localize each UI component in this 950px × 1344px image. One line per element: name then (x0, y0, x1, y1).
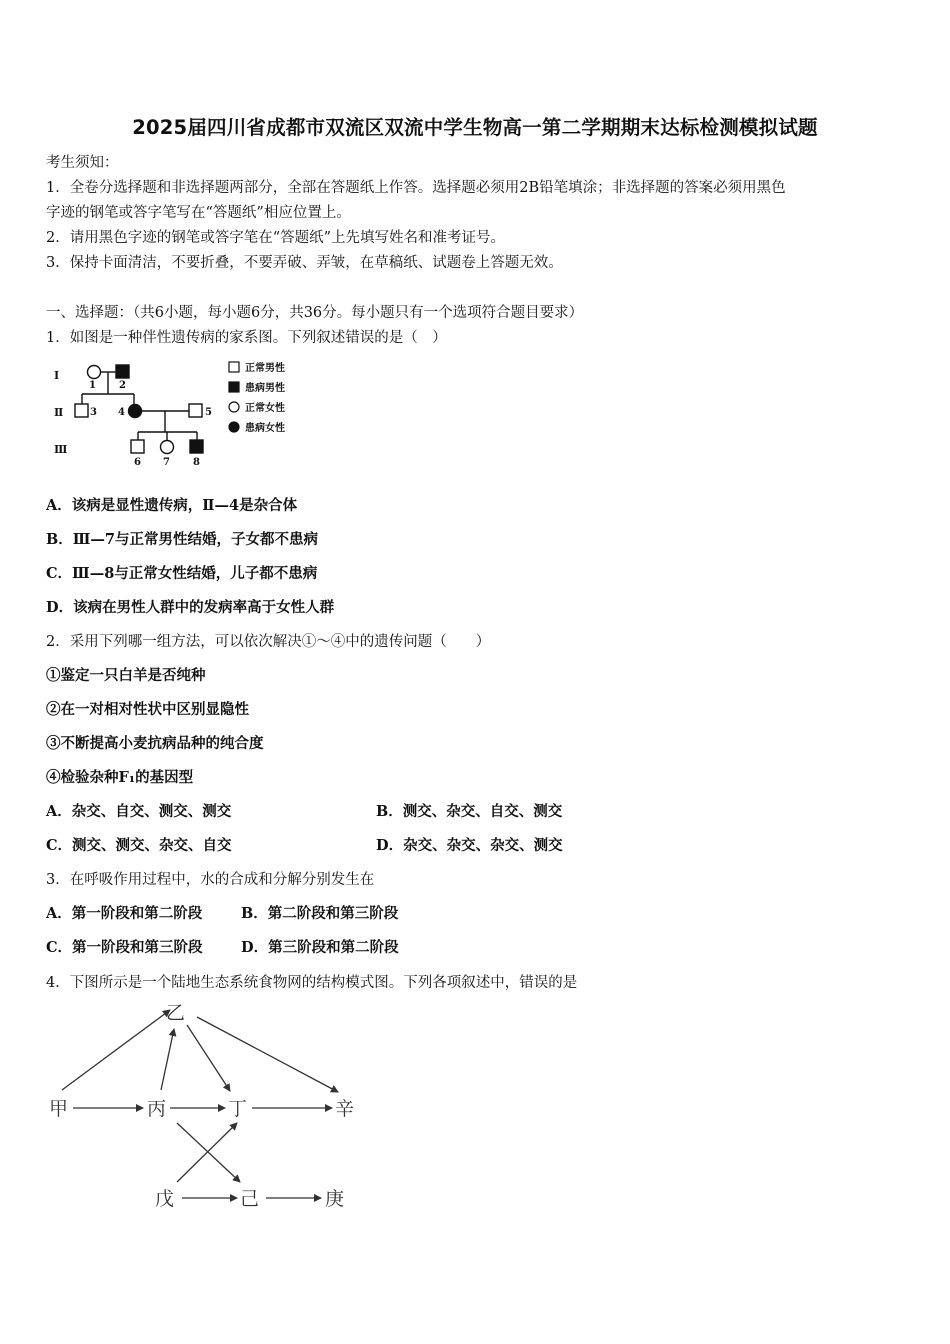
individual-5-normal-male (189, 404, 202, 417)
pedigree-chart (46, 352, 316, 472)
notice-line-2: 字迹的钢笔或答字笔写在“答题纸”相应位置上。 (46, 205, 351, 221)
legend-affected-female-icon (229, 422, 239, 432)
q1-option-b-label: B． (46, 531, 73, 548)
node-wu: 戊 (155, 1188, 175, 1210)
node-bing: 丙 (147, 1098, 167, 1120)
q2-option-b: 测交、杂交、自交、测交 (402, 803, 563, 820)
q2-option-c: 测交、测交、杂交、自交 (72, 837, 232, 854)
gen-label-2: Ⅱ (54, 406, 64, 419)
q1-option-d: 该病在男性人群中的发病率高于女性人群 (73, 599, 335, 616)
legend-affected-male-icon (229, 382, 239, 392)
legend-normal-female: 正常女性 (245, 403, 285, 414)
legend-normal-female-icon (229, 402, 239, 412)
q1-option-c: Ⅲ—8与正常女性结婚，儿子都不患病 (72, 565, 318, 582)
q3-option-a: 第一阶段和第二阶段 (71, 905, 203, 922)
q3-option-b-label: B． (241, 905, 268, 922)
food-web-diagram (40, 995, 380, 1220)
q2-item-2: ②在一对相对性状中区别显隐性 (46, 701, 249, 718)
individual-1-normal-female (88, 366, 101, 379)
section-heading: 一、选择题：（共6小题，每小题6分，共36分。每小题只有一个选项符合题目要求） (46, 305, 584, 321)
q2-option-b-label: B． (376, 803, 403, 820)
notice-heading: 考生须知： (46, 155, 119, 171)
node-geng: 庚 (325, 1188, 345, 1210)
q1-stem: 1．如图是一种伴性遗传病的家系图。下列叙述错误的是（ ） (46, 330, 447, 346)
legend-affected-male: 患病男性 (245, 383, 285, 394)
arrow-jia-yi (62, 1010, 170, 1090)
node-xin: 辛 (335, 1098, 355, 1120)
node-yi: 乙 (166, 1002, 186, 1024)
q1-option-b: Ⅲ—7与正常男性结婚，子女都不患病 (72, 531, 319, 548)
notice-line-1: 1．全卷分选择题和非选择题两部分，全部在答题纸上作答。选择题必须用2B铅笔填涂；非选择题的答案必须用黑色 (46, 180, 786, 196)
q2-stem: 2．采用下列哪一组方法，可以依次解决①～④中的遗传问题（ ） (46, 634, 491, 650)
individual-label-2: 2 (119, 380, 126, 391)
page-title: 2025届四川省成都市双流区双流中学生物高一第二学期期末达标检测模拟试题 (132, 116, 818, 139)
individual-label-3: 3 (90, 407, 97, 418)
q4-stem: 4．下图所示是一个陆地生态系统食物网的结构模式图。下列各项叙述中，错误的是 (46, 975, 578, 991)
arrow-bing-yi (161, 1029, 174, 1090)
q3-stem: 3．在呼吸作用过程中，水的合成和分解分别发生在 (46, 872, 375, 888)
individual-label-1: 1 (89, 380, 96, 391)
legend-normal-male-icon (229, 362, 239, 372)
gen-label-3: Ⅲ (54, 443, 68, 456)
individual-2-affected-male (116, 365, 129, 378)
individual-3-normal-male (75, 404, 88, 417)
notice-line-4: 3．保持卡面清洁，不要折叠，不要弄破、弄皱，在草稿纸、试题卷上答题无效。 (46, 255, 563, 271)
individual-label-4: 4 (118, 407, 125, 418)
q2-item-3: ③不断提高小麦抗病品种的纯合度 (46, 735, 264, 752)
individual-6-normal-male (131, 440, 144, 453)
q3-option-d-label: D． (241, 939, 269, 956)
q3-option-b: 第二阶段和第三阶段 (267, 905, 399, 922)
q3-option-c-label: C． (46, 939, 73, 956)
q2-option-d-label: D． (376, 837, 404, 854)
q1-option-a: 该病是显性遗传病，Ⅱ—4是杂合体 (71, 497, 298, 514)
individual-label-5: 5 (205, 407, 212, 418)
individual-label-7: 7 (163, 457, 170, 468)
individual-label-6: 6 (134, 457, 141, 468)
q2-option-c-label: C． (46, 837, 73, 854)
legend-affected-female: 患病女性 (245, 423, 285, 434)
legend-normal-male: 正常男性 (245, 363, 285, 374)
q2-option-d: 杂交、杂交、杂交、测交 (403, 837, 563, 854)
notice-line-3: 2．请用黑色字迹的钢笔或答字笔在“答题纸”上先填写姓名和准考证号。 (46, 230, 506, 246)
arrow-yi-ding (187, 1025, 230, 1091)
individual-7-normal-female (161, 441, 174, 454)
individual-4-affected-female (129, 405, 142, 418)
node-ji: 己 (240, 1188, 260, 1210)
q3-option-d: 第三阶段和第二阶段 (268, 939, 399, 956)
q2-option-a: 杂交、自交、测交、测交 (71, 803, 232, 820)
node-ding: 丁 (228, 1098, 248, 1120)
q2-item-4: ④检验杂种F₁的基因型 (46, 769, 194, 786)
gen-label-1: Ⅰ (54, 369, 60, 382)
q1-option-a-label: A． (46, 497, 72, 514)
individual-8-affected-male (190, 440, 203, 453)
q3-option-a-label: A． (46, 905, 72, 922)
node-jia: 甲 (49, 1098, 69, 1120)
q2-option-a-label: A． (46, 803, 72, 820)
q1-option-c-label: C． (46, 565, 73, 582)
q3-option-c: 第一阶段和第三阶段 (72, 939, 203, 956)
individual-label-8: 8 (193, 457, 200, 468)
q2-item-1: ①鉴定一只白羊是否纯种 (46, 667, 206, 684)
arrow-yi-xin (197, 1017, 338, 1092)
q1-option-d-label: D． (46, 599, 74, 616)
